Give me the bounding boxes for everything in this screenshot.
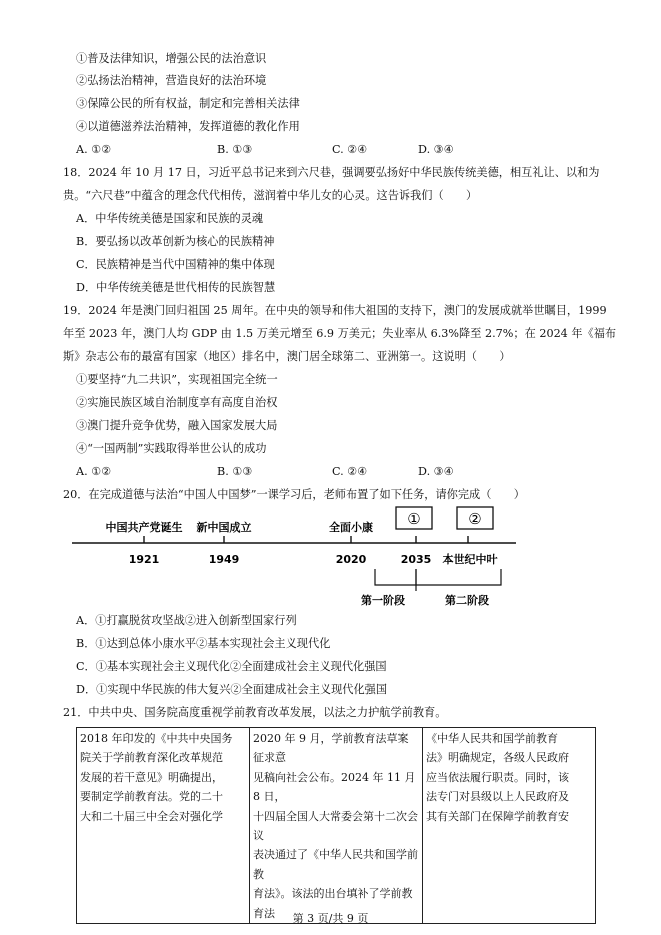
q19-choice-b: B. ①③ <box>217 465 253 478</box>
label-stage-1: 第一阶段 <box>361 594 405 607</box>
label-new-china: 新中国成立 <box>196 521 252 534</box>
label-party-founded: 中国共产党诞生 <box>105 521 183 534</box>
q20-choice-a: A．①打赢脱贫攻坚战②进入创新型国家行列 <box>76 614 297 627</box>
cell2-line: 见稿向社会公布。2024 年 11 月 8 日， <box>253 770 416 804</box>
cell2-line: 育法》。该法的出台填补了学前教育法 <box>253 887 413 920</box>
year-2035: 2035 <box>400 553 432 566</box>
cell3-line: 法专门对县级以上人民政府及 <box>426 790 569 804</box>
page-number-footer: 第 3 页/共 9 页 <box>292 912 369 925</box>
q18-choice-d: D．中华传统美德是世代相传的民族智慧 <box>76 281 276 294</box>
q19-stem-line2: 年至 2023 年，澳门人均 GDP 由 1.5 万美元增至 6.9 万美元；失业率从 6.3%降至 2.7%；在 2024 年《福布 <box>63 327 617 340</box>
label-moderately-prosperous: 全面小康 <box>329 521 373 534</box>
year-1921: 1921 <box>128 553 160 566</box>
cell3-line: 应当依法履行职责。同时，该 <box>426 770 569 784</box>
table-cell-1 <box>77 728 250 924</box>
cell3-line: 《中华人民共和国学前教育 <box>426 732 558 745</box>
table-cell-3 <box>423 728 596 924</box>
q18-choice-c: C．民族精神是当代中国精神的集中体现 <box>76 258 275 271</box>
q19-stem-line3: 斯》杂志公布的最富有国家（地区）排名中，澳门居全球第二、亚洲第一。这说明（ ） <box>63 350 511 363</box>
q17-choice-a: A. ①② <box>76 143 112 156</box>
q18-stem-line2: 贵。“六尺巷”中蕴含的理念代代相传，滋润着中华儿女的心灵。这告诉我们（ ） <box>63 189 478 202</box>
q17-choice-d: D. ③④ <box>418 143 454 156</box>
cell1-line: 院关于学前教育深化改革规范 <box>80 751 223 765</box>
q17-choice-b: B. ①③ <box>217 143 253 156</box>
q21-material-table <box>76 727 596 924</box>
q19-statement-4: ④“一国两制”实践取得举世公认的成功 <box>76 442 267 455</box>
q17-statement-1: ①普及法律知识，增强公民的法治意识 <box>76 52 267 65</box>
q18-choice-a: A．中华传统美德是国家和民族的灵魂 <box>76 212 264 225</box>
q19-choice-c: C. ②④ <box>332 465 368 478</box>
cell3-line: 法》明确规定，各级人民政府 <box>426 751 569 765</box>
q18-stem-line1: 18．2024 年 10 月 17 日，习近平总书记来到六尺巷，强调要弘扬好中华民族传统美德，相互礼让、以和为 <box>63 166 600 179</box>
label-stage-2: 第二阶段 <box>445 594 489 607</box>
stage1-bracket-right <box>375 569 416 585</box>
year-2020: 2020 <box>335 553 367 566</box>
answer-box-1-label: ① <box>407 510 421 528</box>
year-1949: 1949 <box>208 553 240 566</box>
q17-choice-c: C. ②④ <box>332 143 368 156</box>
q20-choice-d: D．①实现中华民族的伟大复兴②全面建成社会主义现代化强国 <box>76 683 388 696</box>
answer-box-2-label: ② <box>468 510 482 528</box>
cell1-line: 要制定学前教育法。党的二十 <box>80 790 223 804</box>
q19-statement-1: ①要坚持“九二共识”，实现祖国完全统一 <box>76 373 278 386</box>
cell2-line: 表决通过了《中华人民共和国学前教 <box>253 848 418 881</box>
cell1-line: 2018 年印发的《中共中央国务 <box>80 732 233 745</box>
timeline-diagram <box>70 505 520 610</box>
q17-statement-3: ③保障公民的所有权益，制定和完善相关法律 <box>76 97 300 110</box>
cell1-line: 发展的若干意见》明确提出， <box>80 770 223 784</box>
table-row <box>77 728 596 924</box>
q17-statement-4: ④以道德滋养法治精神，发挥道德的教化作用 <box>76 120 300 133</box>
label-mid-century: 本世纪中叶 <box>442 553 498 566</box>
q19-choice-d: D. ③④ <box>418 465 454 478</box>
q20-choice-b: B．①达到总体小康水平②基本实现社会主义现代化 <box>76 637 331 650</box>
q19-statement-2: ②实施民族区域自治制度享有高度自治权 <box>76 396 278 409</box>
q19-statement-3: ③澳门提升竞争优势，融入国家发展大局 <box>76 419 278 432</box>
cell2-line: 十四届全国人大常委会第十二次会议 <box>253 809 418 843</box>
q21-stem: 21．中共中央、国务院高度重视学前教育改革发展，以法之力护航学前教育。 <box>63 706 447 719</box>
q20-choice-c: C．①基本实现社会主义现代化②全面建成社会主义现代化强国 <box>76 660 387 673</box>
q20-stem: 20．在完成道德与法治“中国人中国梦”一课学习后，老师布置了如下任务，请你完成（ ） <box>63 488 525 501</box>
table-cell-2 <box>250 728 423 924</box>
stage2-bracket <box>416 569 501 585</box>
q19-choice-a: A. ①② <box>76 465 112 478</box>
q19-stem-line1: 19．2024 年是澳门回归祖国 25 周年。在中央的领导和伟大祖国的支持下，澳门的发展成就举世瞩目，1999 <box>63 304 607 317</box>
cell3-line: 其有关部门在保障学前教育安 <box>426 809 569 823</box>
q18-choice-b: B．要弘扬以改革创新为核心的民族精神 <box>76 235 275 248</box>
cell2-line: 2020 年 9 月，学前教育法草案征求意 <box>253 732 409 765</box>
cell1-line: 大和二十届三中全会对强化学 <box>80 809 223 823</box>
q17-statement-2: ②弘扬法治精神，营造良好的法治环境 <box>76 74 267 87</box>
